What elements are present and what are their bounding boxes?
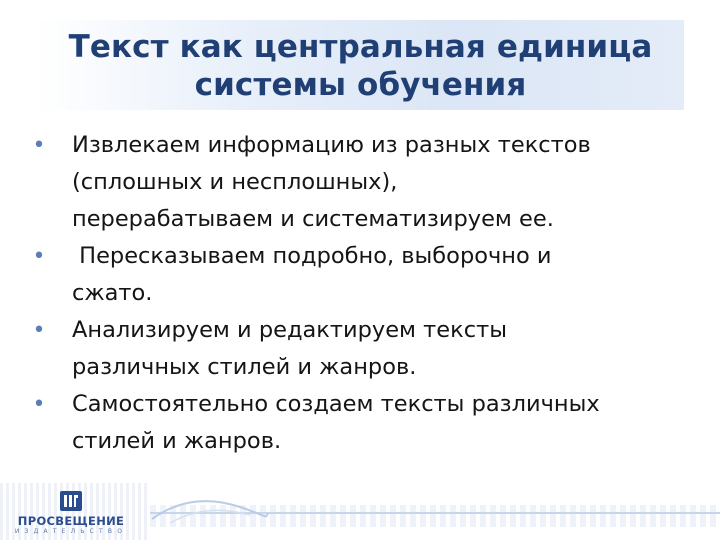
- prosveshchenie-logo-icon: [59, 489, 83, 513]
- bullet-line: стилей и жанров.: [72, 428, 282, 454]
- bullet-item: [30, 238, 705, 312]
- title-line-1: Текст как центральная единица: [68, 29, 653, 65]
- bullet-line: (сплошных и несплошных),: [72, 169, 398, 195]
- bullet-line: Самостоятельно создаем тексты различных: [72, 391, 600, 417]
- bullet-line: Пересказываем подробно, выборочно и: [72, 243, 552, 269]
- title-line-2: системы обучения: [194, 67, 527, 103]
- bullet-item: [30, 386, 705, 460]
- bullet-list: [30, 127, 705, 460]
- swoosh-decoration: [150, 489, 270, 529]
- brand-subtitle: ИЗДАТЕЛЬСТВО: [14, 528, 128, 535]
- bullet-marker: •: [32, 392, 46, 417]
- bullet-marker: •: [32, 244, 46, 269]
- bullet-line: Извлекаем информацию из разных текстов: [72, 132, 591, 158]
- publisher-logo: [11, 489, 131, 539]
- bullet-line: перерабатываем и систематизируем ее.: [72, 206, 554, 232]
- footer: [0, 483, 720, 540]
- bullet-line: сжато.: [72, 280, 153, 306]
- bullet-item: [30, 127, 705, 238]
- bullet-item: [30, 312, 705, 386]
- bullet-marker: •: [32, 318, 46, 343]
- title-banner: [37, 20, 684, 110]
- bullet-line: различных стилей и жанров.: [72, 354, 417, 380]
- bullet-line: Анализируем и редактируем тексты: [72, 317, 507, 343]
- brand-name: ПРОСВЕЩЕНИЕ: [17, 514, 125, 528]
- bullet-marker: •: [32, 133, 46, 158]
